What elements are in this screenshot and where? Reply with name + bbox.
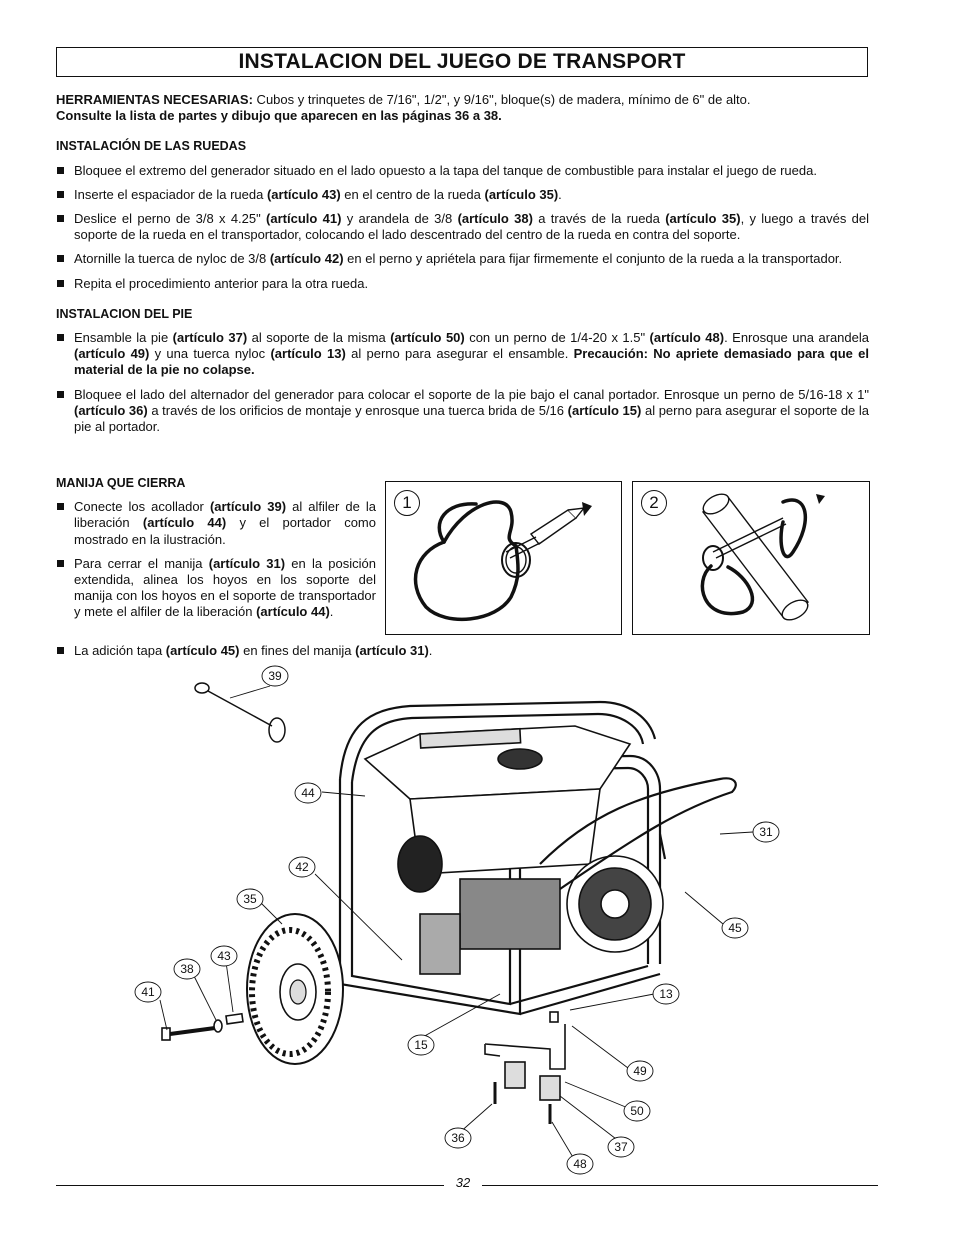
callout-49: 49 <box>633 1064 647 1078</box>
text-run: con un perno de 1/4-20 x 1.5" <box>464 330 650 346</box>
text-run: y una tuerca nyloc <box>149 346 271 362</box>
figure-2 <box>632 481 870 635</box>
tools-label: HERRAMIENTAS NECESARIAS: <box>56 92 253 107</box>
figure-2-number: 2 <box>641 490 667 516</box>
item-ref: (artículo 31) <box>208 555 286 571</box>
callout-13: 13 <box>659 987 673 1001</box>
wheels-bullet-4 <box>56 251 869 267</box>
lanyard-pin-illustration <box>386 482 620 633</box>
item-ref: (artículo 44) <box>256 604 330 620</box>
item-ref: (artículo 49) <box>74 346 150 362</box>
tools-text: Cubos y trinquetes de 7/16", 1/2", y 9/16", bloque(s) de madera, mínimo de 6" de alto. <box>252 92 751 107</box>
figure-1-number: 1 <box>394 490 420 516</box>
callout-15: 15 <box>414 1038 428 1052</box>
callout-42: 42 <box>295 860 309 874</box>
page-number: 32 <box>455 1175 471 1190</box>
item-ref: (artículo 43) <box>266 186 341 202</box>
callout-50: 50 <box>630 1104 644 1118</box>
callout-35: 35 <box>243 892 257 906</box>
text-run: al alfiler de la liberación <box>74 499 376 531</box>
text-run: y el portador como mostrado en la ilustración. <box>74 515 376 547</box>
foot-bullet-1 <box>56 330 869 379</box>
text-run: a través de la rueda <box>532 211 666 227</box>
caution-text: Precaución: No apriete demasiado para que el material de la pie no colapse. <box>74 346 869 378</box>
text-run: La adición tapa <box>74 643 166 658</box>
callout-41: 41 <box>141 985 155 999</box>
callout-37: 37 <box>614 1140 628 1154</box>
wheels-b1-text: Bloquee el extremo del generador situado en el lado opuesto a la tapa del tanque de combustible para instalar el juego de rueda. <box>74 162 817 178</box>
text-run: Conecte los acollador <box>74 499 210 515</box>
text-run: . <box>329 604 334 620</box>
text-run: al perno para asegurar el ensamble. <box>345 346 574 362</box>
item-ref: (artículo 48) <box>649 330 725 346</box>
item-ref: (artículo 15) <box>567 402 642 418</box>
text-run: Atornille la tuerca de nyloc de 3/8 <box>74 251 270 267</box>
callout-45: 45 <box>728 921 742 935</box>
wheels-bullet-3 <box>56 211 869 243</box>
text-run: a través de los orificios de montaje y enrosque una tuerca brida de 5/16 <box>147 402 568 418</box>
item-ref: (artículo 45) <box>165 643 240 658</box>
wheels-bullet-2 <box>56 187 869 203</box>
tools-bold-note: Consulte la lista de partes y dibujo que aparecen en las páginas 36 a 38. <box>56 108 502 124</box>
text-run: Ensamble la pie <box>74 330 173 346</box>
callout-43: 43 <box>217 949 231 963</box>
text-run: al soporte de la misma <box>247 330 391 346</box>
text-run: Bloquee el lado del alternador del generador para colocar el soporte de la pie bajo el canal portador. Enrosque un perno de 5/16-18 x 1" <box>74 386 869 402</box>
text-run: en la posición extendida, alinea los hoyos en los soporte del manija con los hoyos en el soporte de transportador y mete el alfiler de la liberación <box>74 555 376 620</box>
wheels-heading: INSTALACIÓN DE LAS RUEDAS <box>56 139 247 154</box>
page-title: INSTALACION DEL JUEGO DE TRANSPORT <box>238 49 686 73</box>
item-ref: (artículo 44) <box>142 515 227 531</box>
callout-44: 44 <box>301 786 315 800</box>
text-run: y arandela de 3/8 <box>341 211 458 227</box>
text-run: Inserte el espaciador de la rueda <box>74 186 267 202</box>
item-ref: (artículo 42) <box>269 251 344 267</box>
text-run: . <box>558 186 562 202</box>
item-ref: (artículo 13) <box>270 346 346 362</box>
footer-line-left <box>56 1185 444 1186</box>
callout-38: 38 <box>180 962 194 976</box>
callout-31: 31 <box>759 825 773 839</box>
text-run: en fines del manija <box>239 643 356 658</box>
item-ref: (artículo 38) <box>457 211 533 227</box>
item-ref: (artículo 37) <box>172 330 248 346</box>
item-ref: (artículo 35) <box>484 186 559 202</box>
text-run: . <box>428 643 433 658</box>
handle-heading: MANIJA QUE CIERRA <box>56 476 186 490</box>
text-run: , y luego a través del soporte de la rueda en el transportador, colocando el lado descentrado del centro de la rueda en contra del soporte. <box>74 211 869 243</box>
text-run: . Enrosque una arandela <box>724 330 869 346</box>
item-ref: (artículo 39) <box>209 499 287 515</box>
callout-48: 48 <box>573 1157 587 1171</box>
text-run: en el centro de la rueda <box>340 186 485 202</box>
tools-paragraph <box>56 92 869 124</box>
text-run: al perno para asegurar el soporte de la pie al portador. <box>74 402 870 435</box>
handle-bullet-3 <box>56 643 874 659</box>
item-ref: (artículo 31) <box>355 643 429 658</box>
text-run: Repita el procedimiento anterior para la otra rueda. <box>74 275 369 291</box>
callout-36: 36 <box>451 1131 465 1145</box>
handle-bullet-2 <box>56 556 376 621</box>
parts-diagram <box>120 664 820 1184</box>
foot-heading: INSTALACION DEL PIE <box>56 306 193 321</box>
title-box <box>56 47 868 77</box>
item-ref: (artículo 35) <box>665 211 741 227</box>
item-ref: (artículo 36) <box>74 402 148 418</box>
callout-39: 39 <box>268 669 282 683</box>
wheels-bullet-5 <box>56 276 869 292</box>
handle-section <box>56 475 376 629</box>
item-ref: (artículo 50) <box>390 330 465 346</box>
lanyard-tube-illustration <box>633 482 868 633</box>
figure-1 <box>385 481 622 635</box>
text-run: Para cerrar el manija <box>74 555 209 571</box>
foot-bullet-2 <box>56 387 869 436</box>
text-run: en el perno y apriétela para fijar firmemente el conjunto de la rueda a la transportador. <box>343 251 843 267</box>
footer-line-right <box>482 1185 878 1186</box>
item-ref: (artículo 41) <box>266 211 342 227</box>
main-content <box>56 92 869 435</box>
wheels-bullet-1 <box>56 163 869 179</box>
text-run: Deslice el perno de 3/8 x 4.25" <box>74 211 267 227</box>
handle-bullet-1 <box>56 499 376 548</box>
